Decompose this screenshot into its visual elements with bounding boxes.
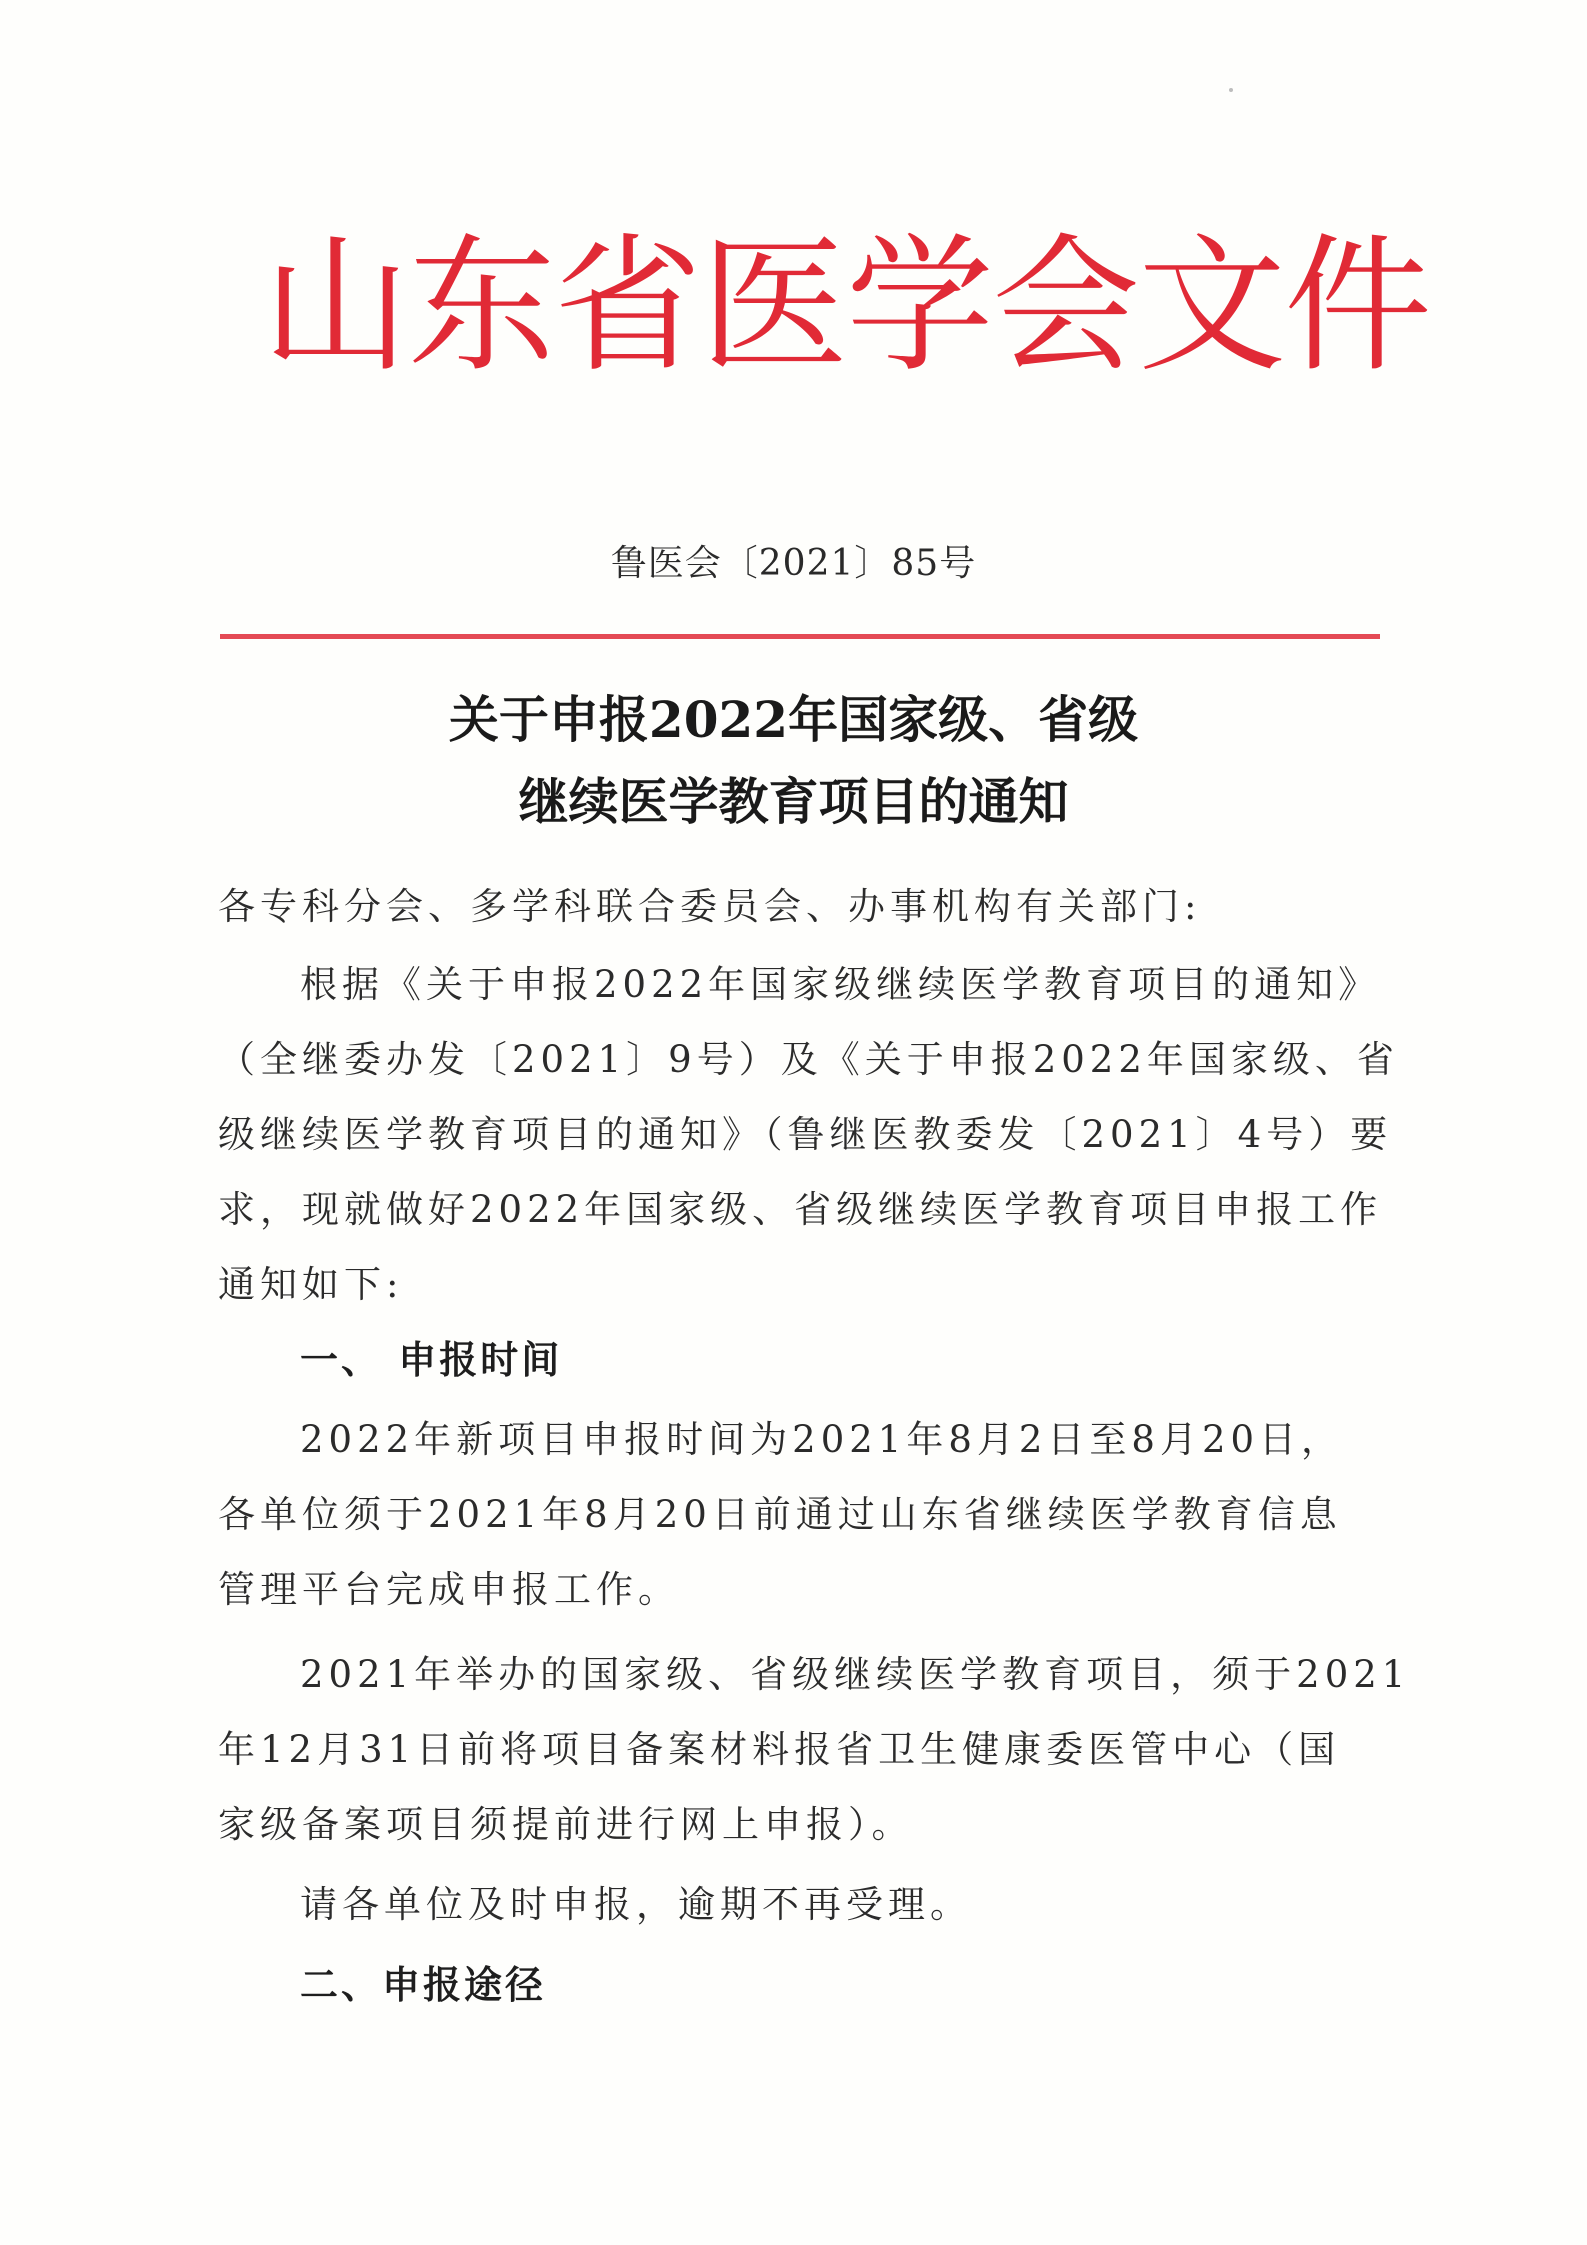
- section-1-para-1-line-1: 2022年新项目申报时间为2021年8月2日至8月20日，: [300, 1418, 1344, 1461]
- intro-line-2: （全继委办发〔2021〕9号）及《关于申报2022年国家级、省: [218, 1038, 1399, 1081]
- scan-speck: [1229, 88, 1233, 92]
- red-separator-line: [220, 634, 1380, 639]
- intro-line-4: 求，现就做好2022年国家级、省级继续医学教育项目申报工作: [218, 1188, 1383, 1231]
- section-1-para-3: 请各单位及时申报，逾期不再受理。: [300, 1883, 972, 1926]
- section-2-heading: 二、申报途径: [300, 1963, 547, 2007]
- intro-line-1: 根据《关于申报2022年国家级继续医学教育项目的通知》: [300, 963, 1381, 1006]
- section-1-para-1-line-2: 各单位须于2021年8月20日前通过山东省继续医学教育信息: [218, 1493, 1342, 1536]
- section-1-para-2-line-3: 家级备案项目须提前进行网上申报）。: [218, 1803, 914, 1846]
- salutation: 各专科分会、多学科联合委员会、办事机构有关部门:: [218, 885, 1202, 928]
- letterhead-title: 山东省医学会文件: [262, 220, 1430, 392]
- section-1-para-1-line-3: 管理平台完成申报工作。: [218, 1568, 680, 1611]
- section-1-para-2-line-1: 2021年举办的国家级、省级继续医学教育项目，须于2021: [300, 1653, 1411, 1696]
- section-1-heading: 一、 申报时间: [300, 1338, 563, 1382]
- notice-title-line-2: 继续医学教育项目的通知: [518, 772, 1069, 831]
- document-number: 鲁医会〔2021〕85号: [610, 543, 977, 584]
- notice-title-line-1: 关于申报2022年国家级、省级: [448, 690, 1139, 749]
- section-1-para-2-line-2: 年12月31日前将项目备案材料报省卫生健康委医管中心（国: [218, 1728, 1341, 1771]
- intro-line-5: 通知如下:: [218, 1263, 404, 1306]
- intro-line-3: 级继续医学教育项目的通知》（鲁继医教委发〔2021〕4号）要: [218, 1113, 1393, 1156]
